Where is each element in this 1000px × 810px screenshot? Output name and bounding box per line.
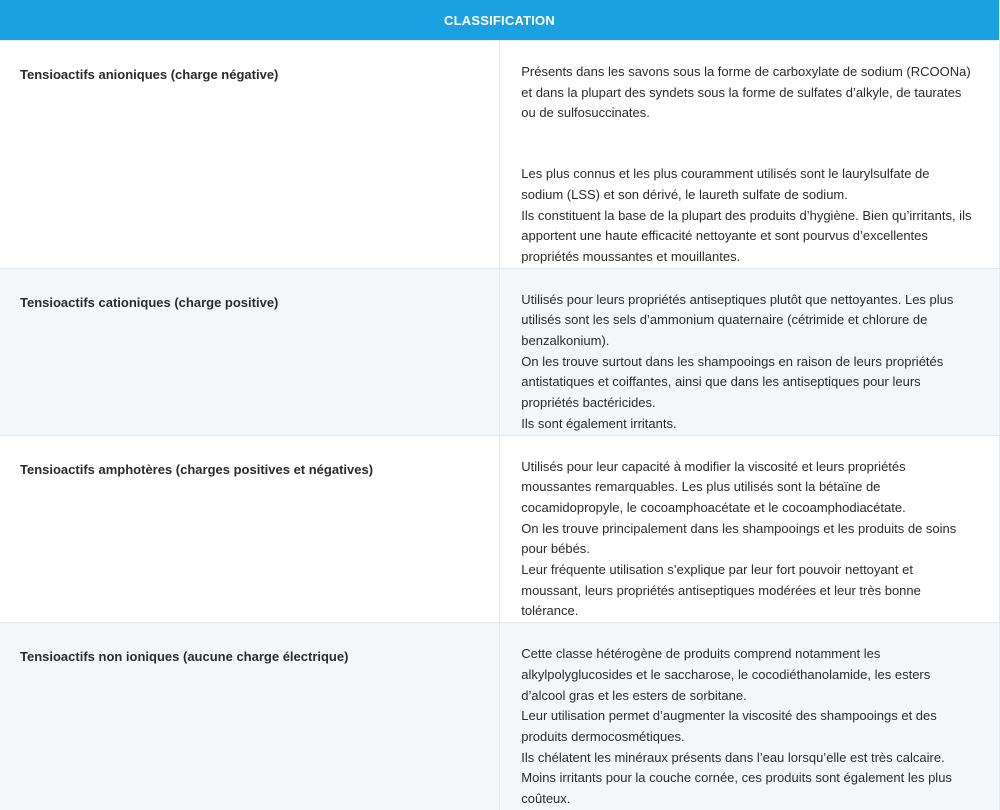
row-label: Tensioactifs amphotères (charges positives et négatives) — [0, 435, 500, 623]
row-paragraph: On les trouve surtout dans les shampooings en raison de leurs propriétés antistatiques et coiffantes, ainsi que dans les antiseptiques pour leurs propriétés bactéricides. — [521, 353, 944, 411]
row-paragraph: Utilisés pour leurs propriétés antiseptiques plutôt que nettoyantes. Les plus utilisés sont les sels d’ammonium quaternaire (cétrimide et chlorure de benzalkonium). — [521, 291, 954, 349]
row-paragraph: Ils sont également irritants. — [521, 415, 677, 431]
table-row — [0, 435, 1000, 623]
row-paragraph: Leur fréquente utilisation s’explique par leur fort pouvoir nettoyant et moussant, leurs propriétés antiseptiques modérées et leur très bonne tolérance. — [521, 562, 921, 619]
table-header: CLASSIFICATION — [0, 0, 1000, 41]
row-paragraph: Ils chélatent les minéraux présents dans l’eau lorsqu’elle est très calcaire. Moins irritants pour la couche cornée, ces produits sont également les plus coûteux. — [521, 749, 952, 807]
row-paragraph: Présents dans les savons sous la forme de carboxylate de sodium (RCOONa) et dans la plupart des syndets sous la forme de sulfates d’alkyle, de taurates ou de sulfosuccinates. — [521, 64, 971, 121]
row-paragraph: Cette classe hétérogène de produits comprend notamment les alkylpolyglucosides et le saccharose, le cocodiéthanolamide, les esters d’alcool gras et les esters de sorbitane. — [521, 646, 931, 703]
row-paragraph: Utilisés pour leur capacité à modifier la viscosité et leurs propriétés moussantes remarquables. Les plus utilisés sont la bétaïne de cocamidopropyle, le cocoamphoacétate et le cocoamphodiacétate. — [521, 458, 906, 515]
row-content — [500, 435, 1000, 623]
row-paragraph: On les trouve principalement dans les shampooings et les produits de soins pour bébés. — [521, 520, 957, 557]
row-content — [500, 623, 1000, 810]
row-paragraph: Leur utilisation permet d’augmenter la viscosité des shampooings et des produits dermocosmétiques. — [521, 708, 937, 744]
table-row — [0, 268, 1000, 435]
table-row — [0, 623, 1000, 810]
row-content — [500, 41, 1000, 269]
row-label: Tensioactifs anioniques (charge négative) — [0, 41, 500, 269]
row-paragraph: Ils constituent la base de la plupart des produits d’hygiène. Bien qu’irritants, ils apportent une haute efficacité nettoyante et sont pourvus d’excellentes propriétés moussantes et mouillantes. — [521, 207, 972, 264]
row-label: Tensioactifs cationiques (charge positive) — [0, 268, 500, 435]
row-content — [500, 268, 1000, 435]
row-label: Tensioactifs non ioniques (aucune charge électrique) — [0, 623, 500, 810]
row-paragraph: Les plus connus et les plus couramment utilisés sont le laurylsulfate de sodium (LSS) et son dérivé, le laureth sulfate de sodium. — [521, 166, 930, 202]
table-row — [0, 41, 1000, 269]
